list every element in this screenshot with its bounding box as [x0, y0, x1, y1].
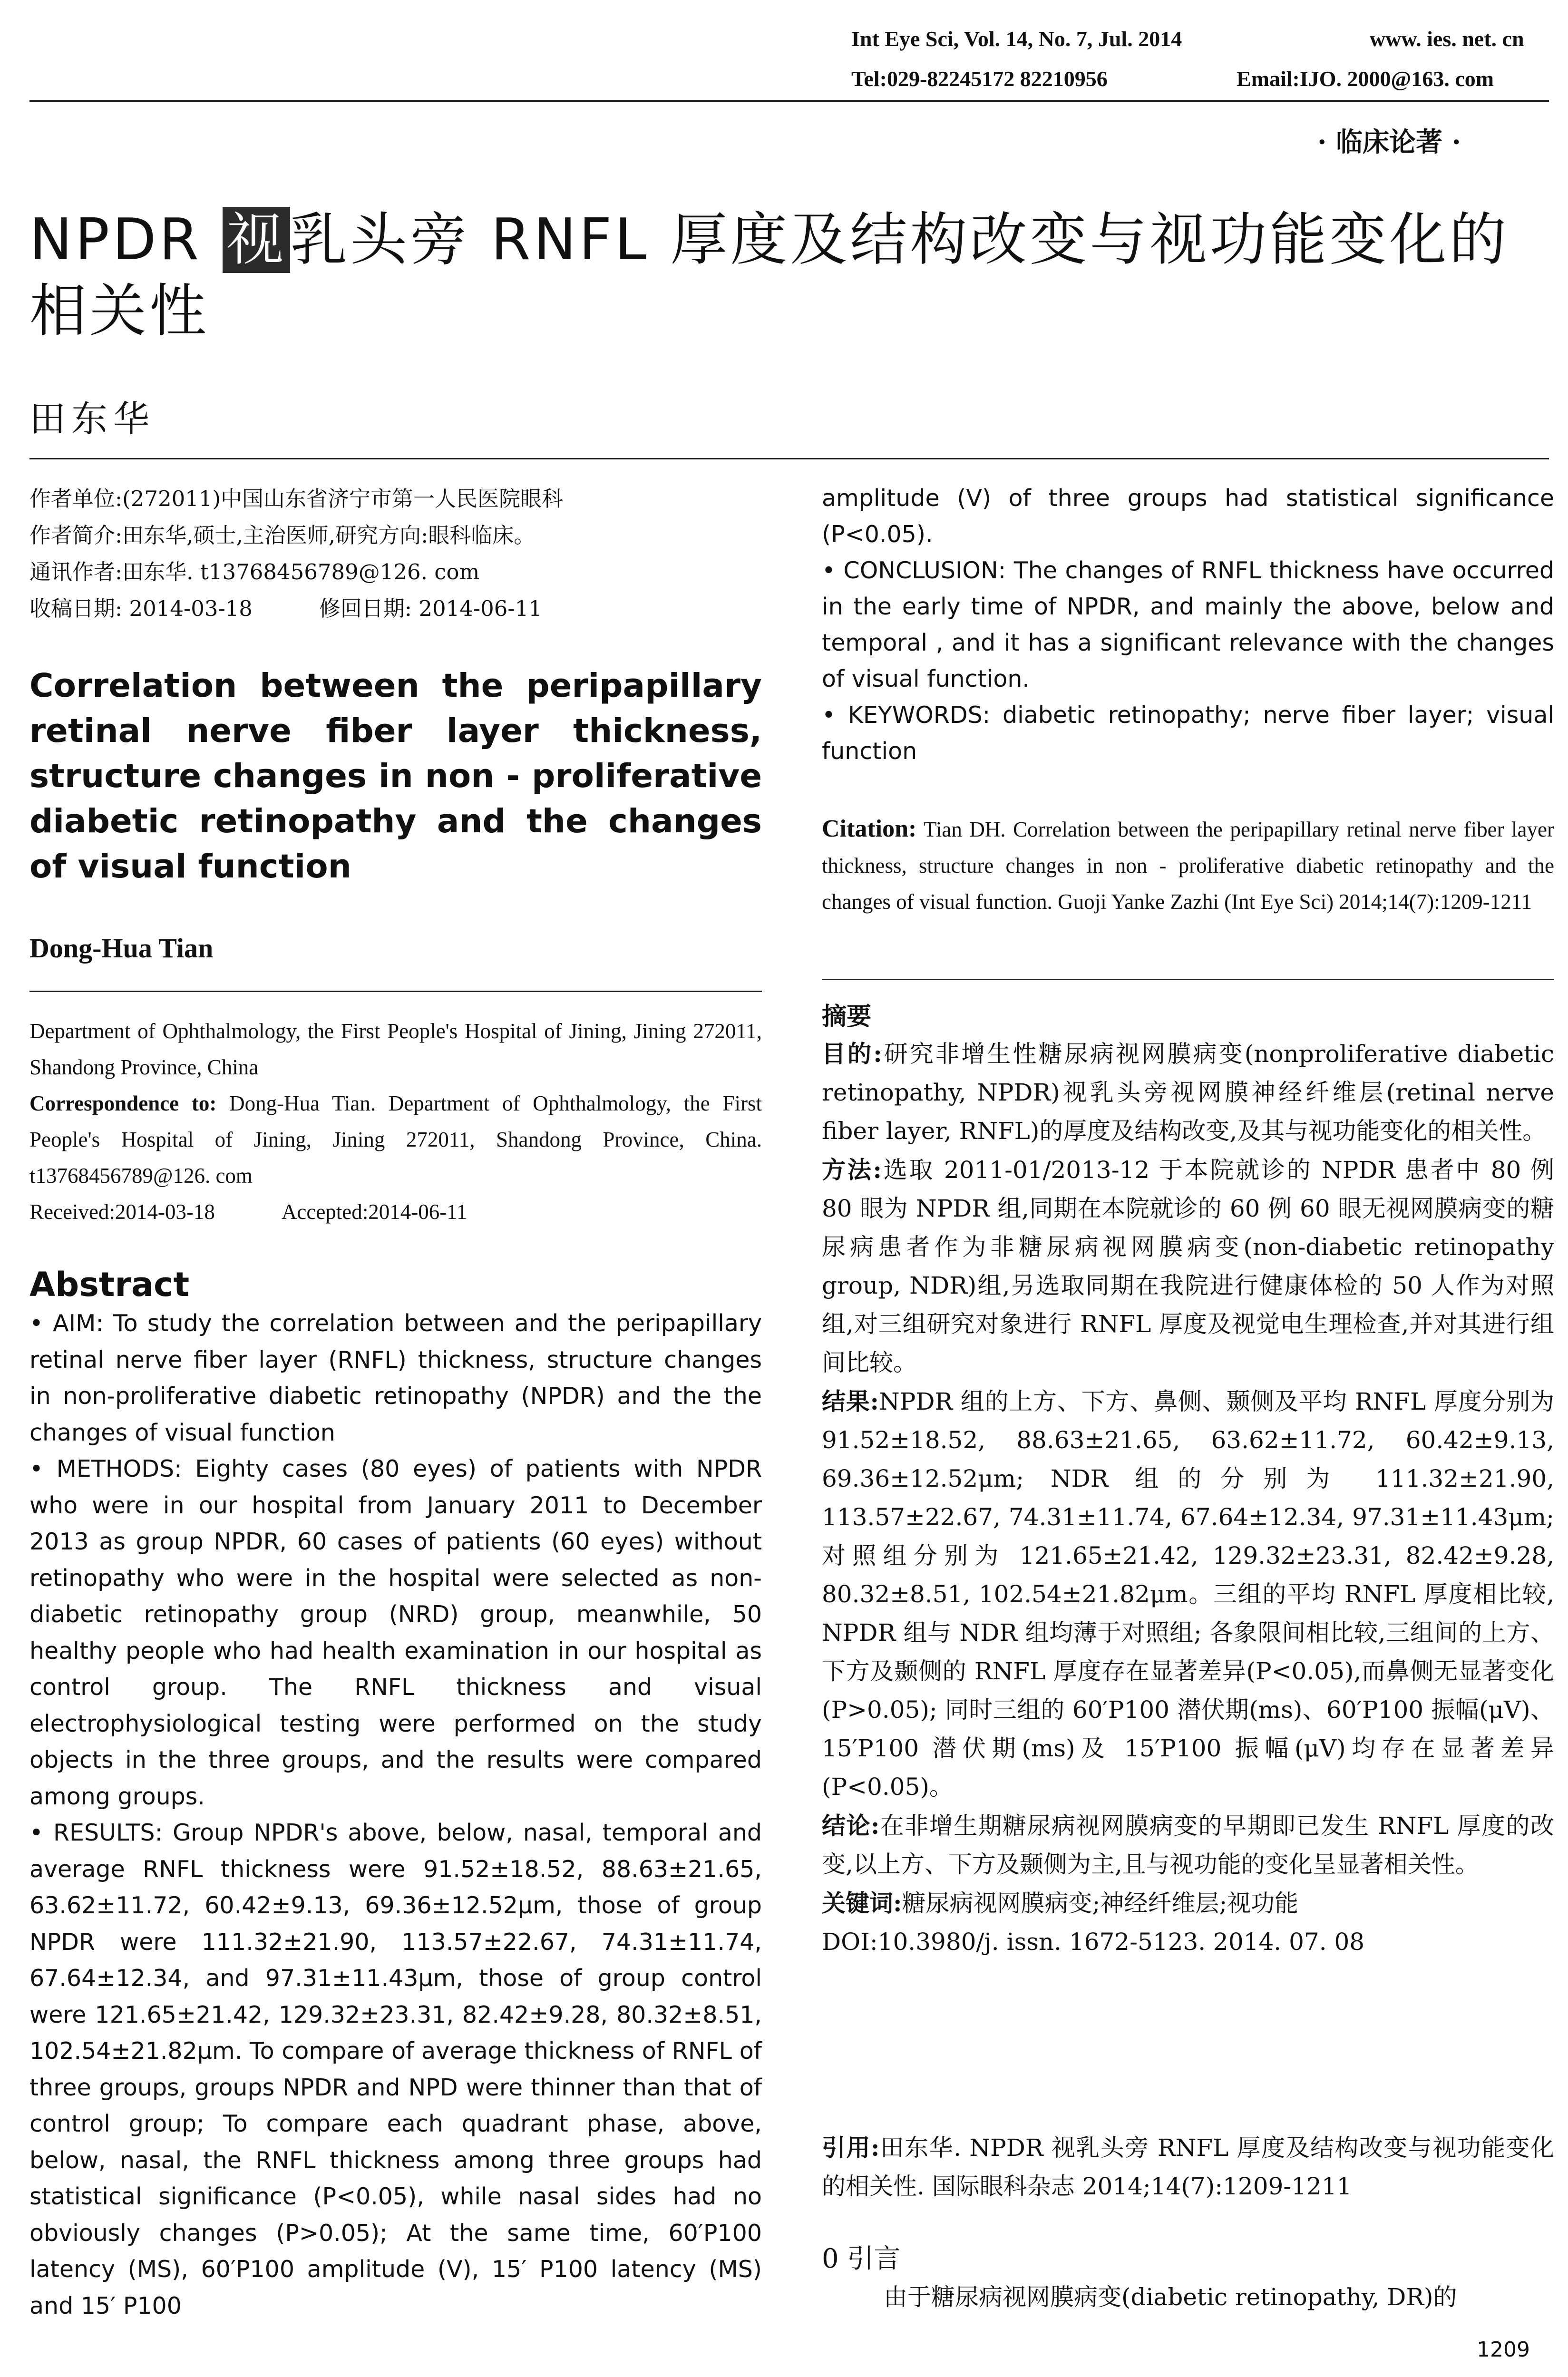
cn-keywords-text: 糖尿病视网膜病变;神经纤维层;视功能 [902, 1890, 1299, 1917]
author-name-cn: 田东华 [29, 398, 155, 440]
cn-doi[interactable]: DOI:10.3980/j. issn. 1672-5123. 2014. 07. 08 [822, 1928, 1365, 1956]
cn-abstract-body [822, 1034, 1554, 1961]
cn-metadata [29, 480, 762, 627]
cn-methods [822, 1150, 1554, 1382]
cn-aim-label: 目的: [822, 1040, 882, 1068]
article-title-en: Correlation between the peripapillary retinal nerve fiber layer thickness, structure changes in non - proliferative diabetic retinopathy and the changes of visual function [29, 667, 762, 886]
received-date-cn: 收稿日期: 2014-03-18 [29, 596, 253, 621]
cn-abstract-heading: 摘要 [822, 1002, 872, 1031]
cn-citation-label: 引用: [822, 2133, 880, 2162]
abstract-aim: • AIM: To study the correlation between and the peripapillary retinal nerve fiber layer (RNFL) thickness, structure changes in non-proliferative diabetic retinopathy (NPDR) and the the changes of visual function [29, 1310, 762, 1446]
abstract-results: • RESULTS: Group NPDR's above, below, nasal, temporal and average RNFL thickness were 91.52±18.52, 88.63±21.65, 63.62±11.72, 60.42±9.13, 69.36±12.52μm, those of group NPDR were 111.32±21.90, 113.57±22.67, 74.31±11.74, 67.64±12.34, and 97.31±11.43μm, those of group control were 121.65±21.42, 129.32±23.31, 82.42±9.28, 80.32±8.51, 102.54±21.82μm. To compare of average thickness of RNFL of three groups, groups NPDR and NPD were thinner than that of control group; To compare each quadrant phase, above, below, nasal, the RNFL thickness among three groups had statistical significance (P<0.05), while nasal sides had no obviously changes (P>0.05); At the same time, 60′P100 latency (MS), 60′P100 amplitude (V), 15′ P100 latency (MS) and 15′ P100 [29, 1819, 762, 2319]
cn-conclusion-text: 在非增生期糖尿病视网膜病变的早期即已发生 RNFL 厚度的改变,以上方、下方及颞侧为主,且与视功能的变化呈显著相关性。 [822, 1812, 1555, 1878]
citation-cn [822, 2128, 1554, 2206]
citation-label: Citation: [822, 815, 917, 842]
abstract-heading: Abstract [29, 1265, 190, 1304]
received-date-en: Received:2014-03-18 [29, 1200, 215, 1224]
author-bio: 作者简介:田东华,硕士,主治医师,研究方向:眼科临床。 [29, 523, 536, 548]
author-unit: 作者单位:(272011)中国山东省济宁市第一人民医院眼科 [29, 486, 564, 511]
cn-citation-text: 田东华. NPDR 视乳头旁 RNFL 厚度及结构改变与视功能变化的相关性. 国际眼科杂志 2014;14(7):1209-1211 [822, 2134, 1554, 2200]
accepted-date-en: Accepted:2014-06-11 [281, 1200, 467, 1224]
journal-website[interactable]: www. ies. net. cn [1370, 27, 1524, 51]
correspondence [29, 1085, 762, 1194]
citation-rule [822, 979, 1554, 980]
revised-date-cn: 修回日期: 2014-06-11 [319, 596, 542, 621]
affiliation-block [29, 1013, 762, 1230]
journal-email[interactable]: Email:IJO. 2000@163. com [1237, 67, 1494, 91]
intro-heading: 0 引言 [822, 2243, 901, 2274]
affiliation: Department of Ophthalmology, the First People's Hospital of Jining, Jining 272011, Shandong Province, China [29, 1019, 762, 1079]
cn-keywords [822, 1884, 1554, 1923]
abstract-results-cont: amplitude (V) of three groups had statistical significance (P<0.05). [822, 485, 1554, 548]
page-number: 1209 [1477, 2338, 1530, 2362]
cn-aim [822, 1034, 1554, 1150]
cn-aim-text: 研究非增生性糖尿病视网膜病变(nonproliferative diabetic retinopathy, NPDR)视乳头旁视网膜神经纤维层(retinal nerve fiber layer, RNFL)的厚度及结构改变,及其与视功能变化的相关性。 [822, 1040, 1554, 1145]
title-highlight: 视 [223, 207, 290, 273]
cn-dates [29, 590, 762, 627]
title-prefix: NPDR [29, 207, 223, 273]
title-rule [29, 458, 1549, 459]
abstract-methods: • METHODS: Eighty cases (80 eyes) of patients with NPDR who were in our hospital from January 2011 to December 2013 as group NPDR, 60 cases of patients (60 eyes) without retinopathy who were in the hospital were selected as non-diabetic retinopathy group (NRD) group, meanwhile, 50 healthy people who had health examination in our hospital as control group. The RNFL thickness and visual electrophysiological testing were performed on the study objects in the three groups, and the results were compared among groups. [29, 1455, 762, 1810]
abstract-body-left [29, 1305, 762, 2324]
cn-conclusion-label: 结论: [822, 1812, 880, 1840]
correspondence-label: Correspondence to: [29, 1091, 217, 1115]
corresponding-author: 通讯作者:田东华. t13768456789@126. com [29, 559, 480, 585]
title-rest: 乳头旁 RNFL 厚度及结构改变与视功能变化的相关性 [29, 207, 1510, 344]
intro-body: 由于糖尿病视网膜病变(diabetic retinopathy, DR)的 [884, 2283, 1457, 2311]
journal-tel: Tel:029-82245172 82210956 [851, 67, 1108, 91]
author-name-en: Dong-Hua Tian [29, 933, 214, 964]
cn-results [822, 1382, 1554, 1806]
cn-methods-text: 选取 2011-01/2013-12 于本院就诊的 NPDR 患者中 80 例 80 眼为 NPDR 组,同期在本院就诊的 60 例 60 眼无视网膜病变的糖尿病患者作为非糖尿病视网膜病变(non-diabetic retinopathy group, NDR)组,另选取同期在我院进行健康体检的 50 人作为对照组,对三组研究对象进行 RNFL 厚度及视觉电生理检查,并对其进行组间比较。 [822, 1156, 1554, 1376]
header-rule [29, 100, 1549, 102]
section-tag: · 临床论著 · [1317, 127, 1461, 158]
author-rule [29, 991, 762, 992]
cn-results-text: NPDR 组的上方、下方、鼻侧、颞侧及平均 RNFL 厚度分别为 91.52±18.52, 88.63±21.65, 63.62±11.72, 60.42±9.13, 69.36±12.52μm; NDR 组的分别为 111.32±21.90, 113.57±22.67, 74.31±11.74, 67.64±12.34, 97.31±11.43μm; 对照组分别为 121.65±21.42, 129.32±23.31, 82.42±9.28, 80.32±8.51, 102.54±21.82μm。三组的平均 RNFL 厚度相比较, NPDR 组与 NDR 组均薄于对照组; 各象限间相比较,三组间的上方、下方及颞侧的 RNFL 厚度存在显著差异(P<0.05),而鼻侧无显著变化(P>0.05); 同时三组的 60′P100 潜伏期(ms)、60′P100 振幅(μV)、15′P100 潜伏期(ms)及 15′P100 振幅(μV)均存在显著差异(P<0.05)。 [822, 1388, 1554, 1801]
cn-keywords-label: 关键词: [822, 1889, 902, 1917]
correspondence-text: Dong-Hua Tian. Department of Ophthalmology, the First People's Hospital of Jining, Jining 272011, Shandong Province, China. t13768456789@126. com [29, 1091, 762, 1188]
citation-en [822, 811, 1554, 920]
abstract-body-right [822, 480, 1554, 770]
journal-info: Int Eye Sci, Vol. 14, No. 7, Jul. 2014 [851, 27, 1182, 51]
abstract-conclusion: • CONCLUSION: The changes of RNFL thickness have occurred in the early time of NPDR, and mainly the above, below and temporal , and it has a significant relevance with the changes of visual function. [822, 557, 1554, 692]
cn-results-label: 结果: [822, 1387, 879, 1415]
article-title-cn [29, 205, 1551, 347]
en-dates [29, 1194, 762, 1230]
citation-text: Tian DH. Correlation between the peripapillary retinal nerve fiber layer thickness, structure changes in non - proliferative diabetic retinopathy and the changes of visual function. Guoji Yanke Zazhi (Int Eye Sci) 2014;14(7):1209-1211 [822, 818, 1554, 914]
cn-methods-label: 方法: [822, 1156, 882, 1184]
cn-conclusion [822, 1806, 1554, 1884]
abstract-keywords: • KEYWORDS: diabetic retinopathy; nerve fiber layer; visual function [822, 701, 1554, 765]
